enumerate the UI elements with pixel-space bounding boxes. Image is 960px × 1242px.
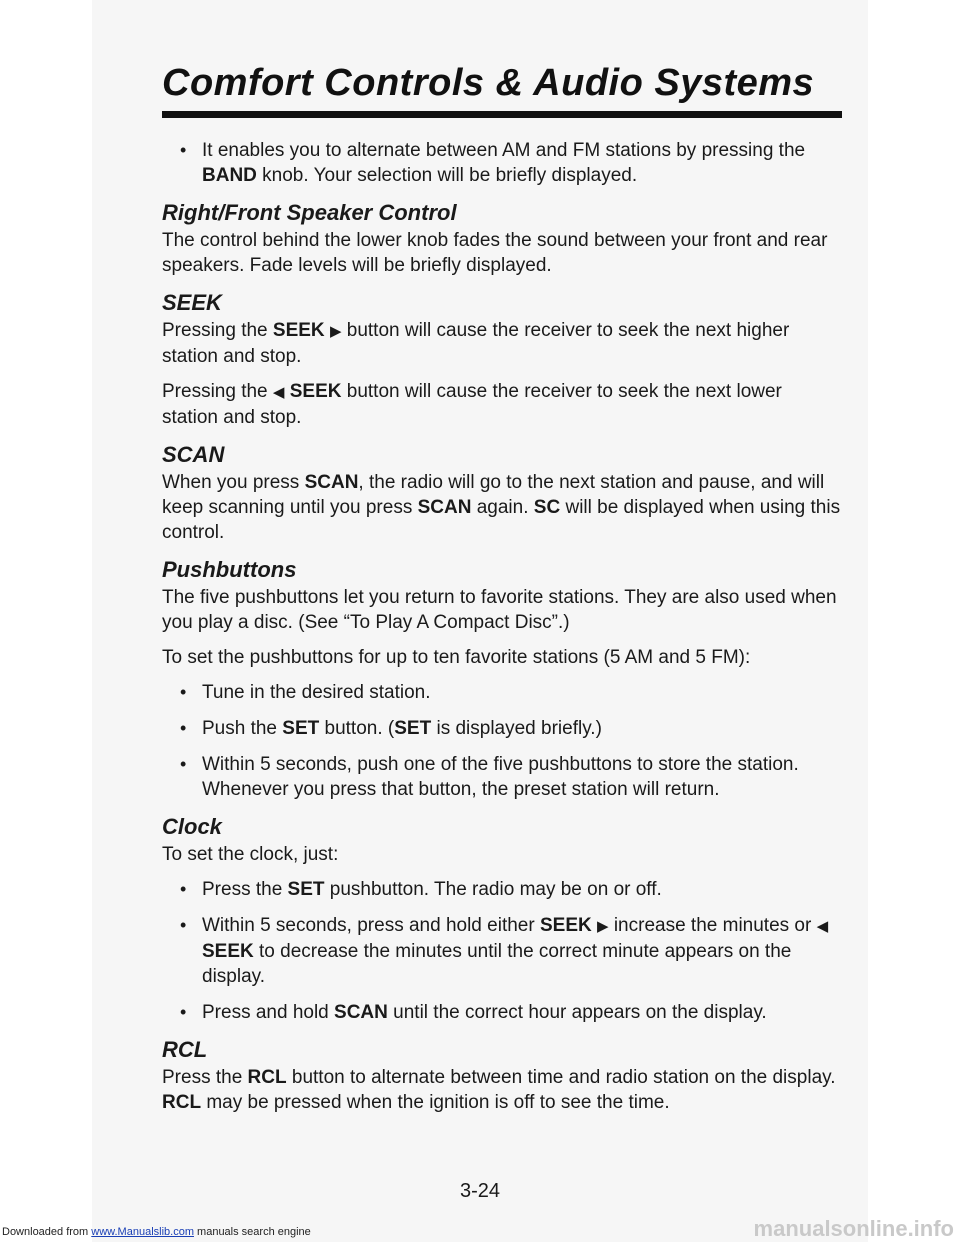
list-item: • Within 5 seconds, press and hold either SEEK ▶ increase the minutes or ◀ SEEK to decrease the minutes until the correct minute appears on the display.	[162, 913, 842, 989]
page-title: Comfort Controls & Audio Systems	[162, 62, 815, 104]
clock-list	[162, 877, 842, 1025]
pushbuttons-paragraph-2: To set the pushbuttons for up to ten favorite stations (5 AM and 5 FM):	[162, 647, 751, 668]
list-item: • Within 5 seconds, push one of the five pushbuttons to store the station. Whenever you press that button, the preset station will return.	[162, 752, 842, 802]
right-arrow-icon: ▶	[329, 323, 342, 340]
download-footer: Downloaded from www.Manualslib.com manuals search engine	[2, 1226, 311, 1238]
clock-paragraph: To set the clock, just:	[162, 844, 339, 865]
left-arrow-icon: ◀	[816, 918, 829, 935]
title-rule	[162, 111, 842, 118]
section-heading-seek: SEEK	[162, 290, 222, 315]
list-item: • Press and hold SCAN until the correct hour appears on the display.	[162, 1000, 842, 1025]
section-heading-rcl: RCL	[162, 1037, 208, 1062]
fade-paragraph: The control behind the lower knob fades the sound between your front and rear speakers. Fade levels will be briefly displayed.	[162, 230, 828, 276]
manual-page	[92, 0, 868, 1242]
seek-paragraph-1: Pressing the SEEK ▶ button will cause the receiver to seek the next higher station and stop.	[162, 320, 790, 367]
manualslib-link[interactable]: www.Manualslib.com	[91, 1226, 194, 1238]
pushbuttons-paragraph-1: The five pushbuttons let you return to favorite stations. They are also used when you play a disc. (See “To Play A Compact Disc”.)	[162, 587, 837, 633]
intro-list	[162, 138, 842, 188]
section-heading-pushbuttons: Pushbuttons	[162, 557, 297, 582]
watermark: manualsonline.info	[753, 1216, 954, 1241]
section-heading-fade: Right/Front Speaker Control	[162, 200, 457, 225]
list-item: • Press the SET pushbutton. The radio may be on or off.	[162, 877, 842, 902]
pushbuttons-list	[162, 680, 842, 802]
right-arrow-icon: ▶	[597, 918, 609, 935]
page-number: 3-24	[459, 1180, 501, 1202]
page-content	[162, 138, 842, 1125]
section-heading-clock: Clock	[162, 814, 222, 839]
list-item: • Tune in the desired station.	[162, 680, 842, 705]
section-heading-scan: SCAN	[162, 442, 225, 467]
list-item: • It enables you to alternate between AM and FM stations by pressing the BAND knob. Your selection will be briefly displayed.	[162, 138, 842, 188]
scan-paragraph: When you press SCAN, the radio will go to the next station and pause, and will keep scanning until you press SCAN again. SC will be displayed when using this control.	[162, 472, 841, 543]
seek-paragraph-2: Pressing the ◀ SEEK button will cause the receiver to seek the next lower station and stop.	[162, 381, 782, 428]
left-arrow-icon: ◀	[272, 384, 285, 401]
list-item: • Push the SET button. (SET is displayed briefly.)	[162, 716, 842, 741]
rcl-paragraph: Press the RCL button to alternate between time and radio station on the display. RCL may be pressed when the ignition is off to see the time.	[162, 1067, 836, 1113]
